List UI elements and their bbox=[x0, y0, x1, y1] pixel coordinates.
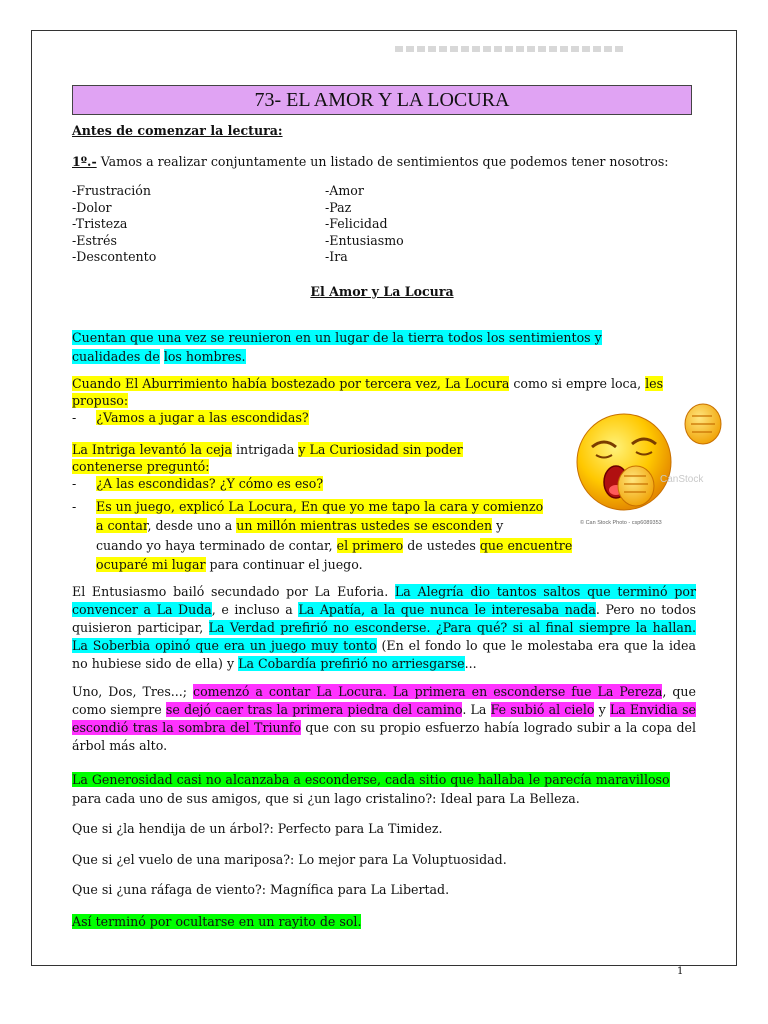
highlight-yellow: ¿Vamos a jugar a las escondidas? bbox=[96, 410, 309, 425]
highlight-green: rayito de sol. bbox=[278, 914, 362, 929]
paragraph-3 bbox=[72, 441, 463, 492]
paragraph-11 bbox=[72, 913, 361, 930]
text: , que como siempre bbox=[72, 684, 696, 717]
highlight-yellow: propuso: bbox=[72, 393, 129, 408]
highlight-cyan: La Soberbia opinó que era un juego muy tonto bbox=[72, 638, 377, 653]
instruction-number: 1º.- bbox=[72, 154, 97, 169]
text: , e incluso a bbox=[211, 602, 299, 617]
dash: - bbox=[72, 476, 77, 491]
highlight-cyan: La Verdad prefirió no esconderse. ¿Para qué? si al final siempre la hallan. bbox=[208, 620, 696, 635]
yawning-emoji-image bbox=[572, 400, 728, 530]
list-item: -Ira bbox=[325, 249, 348, 265]
feelings-list-right bbox=[325, 183, 404, 266]
page-number: 1 bbox=[677, 966, 684, 977]
highlight-yellow: Cuando El Aburrimiento había bostezado por tercera vez, La Locura bbox=[72, 376, 510, 391]
text: que con su propio esfuerzo había logrado subir a la copa del árbol más alto. bbox=[72, 720, 696, 753]
instruction bbox=[72, 153, 669, 170]
highlight-cyan: La Apatía, a la que nunca le interesaba nada bbox=[298, 602, 596, 617]
list-item: -Felicidad bbox=[325, 216, 388, 232]
text: como si empre loca, bbox=[509, 376, 646, 391]
highlight-green: La Generosidad casi no alcanzaba a esconderse, cada sitio que hallaba le parecía maravilloso bbox=[72, 772, 670, 787]
highlight-cyan: La Cobardía prefirió no arriesgarse bbox=[238, 656, 465, 671]
text: , desde uno a bbox=[147, 518, 237, 533]
highlight-yellow: y La Curiosidad sin poder bbox=[298, 442, 463, 457]
highlight-magenta: La Envidia se escondió tras la sombra del Triunfo bbox=[72, 702, 696, 735]
highlight-yellow: un millón mientras ustedes se esconden bbox=[236, 518, 493, 533]
page-title: 73- EL AMOR Y LA LOCURA bbox=[72, 85, 692, 115]
paragraph-6 bbox=[72, 683, 696, 755]
list-item: -Descontento bbox=[72, 249, 157, 265]
paragraph-7 bbox=[72, 770, 670, 808]
highlight-cyan: los hombres. bbox=[163, 349, 246, 364]
text: . Pero no todos quisieron participar, bbox=[72, 602, 696, 635]
highlight-yellow: contenerse preguntó: bbox=[72, 459, 210, 474]
paragraph-5 bbox=[72, 583, 696, 673]
text: y bbox=[594, 702, 610, 717]
list-item: -Amor bbox=[325, 183, 364, 198]
text: para cada uno de sus amigos, que si ¿un lago cristalino?: Ideal para La Belleza. bbox=[72, 791, 580, 806]
text: intrigada bbox=[231, 442, 299, 457]
paragraph-4-line-1 bbox=[96, 497, 543, 516]
highlight-yellow: a contar bbox=[96, 518, 148, 533]
list-item: -Dolor bbox=[72, 199, 112, 215]
text: para continuar el juego. bbox=[205, 557, 363, 572]
paragraph-4-line-2 bbox=[96, 516, 503, 535]
list-item: -Tristeza bbox=[72, 216, 128, 232]
feelings-list-left bbox=[72, 183, 156, 266]
section-heading: Antes de comenzar la lectura: bbox=[72, 123, 283, 138]
instruction-text: Vamos a realizar conjuntamente un listado de sentimientos que podemos tener nosotros: bbox=[100, 154, 669, 169]
dash: - bbox=[72, 410, 77, 425]
text: (En el fondo lo que le molestaba era que la idea no hubiese sido de ella) y bbox=[72, 638, 697, 671]
highlight-yellow: el primero bbox=[336, 538, 404, 553]
highlight-yellow: Es un juego, explicó La Locura, En que yo me tapo la cara y comienzo bbox=[96, 499, 544, 514]
image-caption: © Can Stock Photo - csp6089353 bbox=[580, 520, 662, 526]
text: ... bbox=[464, 656, 477, 671]
text: El Entusiasmo bailó secundado por La Euforia. bbox=[72, 584, 395, 599]
highlight-yellow: ocuparé mi lugar bbox=[96, 557, 206, 572]
story-title: El Amor y La Locura bbox=[310, 284, 454, 299]
highlight-green: Así terminó por ocultarse en un bbox=[72, 914, 279, 929]
highlight-yellow: que encuentre bbox=[479, 538, 573, 553]
list-item: -Estrés bbox=[72, 232, 117, 248]
highlight-yellow: La Intriga levantó la ceja bbox=[72, 442, 232, 457]
paragraph-9: Que si ¿el vuelo de una mariposa?: Lo mejor para La Voluptuosidad. bbox=[72, 852, 507, 867]
paragraph-4-line-4 bbox=[96, 555, 363, 574]
list-item: -Frustración bbox=[72, 183, 151, 198]
highlight-cyan: Cuentan que una vez se reunieron en un lugar de la tierra todos los sentimientos y bbox=[72, 330, 602, 345]
text: . La bbox=[462, 702, 491, 717]
text: de ustedes bbox=[403, 538, 480, 553]
paragraph-10: Que si ¿una ráfaga de viento?: Magnífica para La Libertad. bbox=[72, 882, 450, 897]
text: cuando yo haya terminado de contar, bbox=[96, 538, 337, 553]
highlight-yellow: les bbox=[645, 376, 664, 391]
highlight-magenta: se dejó caer tras la primera piedra del camino bbox=[165, 702, 463, 717]
paragraph-4-line-3 bbox=[96, 536, 572, 555]
faded-header-text bbox=[395, 46, 625, 52]
list-item: -Paz bbox=[325, 199, 352, 215]
paragraph-8: Que si ¿la hendija de un árbol?: Perfecto para La Timidez. bbox=[72, 821, 443, 836]
text: Uno, Dos, Tres...; bbox=[72, 684, 194, 699]
paragraph-4-dash: - bbox=[72, 499, 77, 514]
list-item: -Entusiasmo bbox=[325, 232, 404, 248]
highlight-magenta: Fe subió al cielo bbox=[490, 702, 595, 717]
highlight-cyan: La Alegría dio tantos saltos que terminó por convencer a La Duda bbox=[72, 584, 696, 617]
highlight-cyan: cualidades de bbox=[72, 349, 160, 364]
text: y bbox=[492, 518, 504, 533]
highlight-magenta: comenzó a contar La Locura. La primera en esconderse fue La Pereza bbox=[193, 684, 663, 699]
paragraph-1 bbox=[72, 328, 602, 366]
highlight-yellow: ¿A las escondidas? ¿Y cómo es eso? bbox=[96, 476, 324, 491]
watermark-text: CanStock bbox=[660, 474, 704, 485]
